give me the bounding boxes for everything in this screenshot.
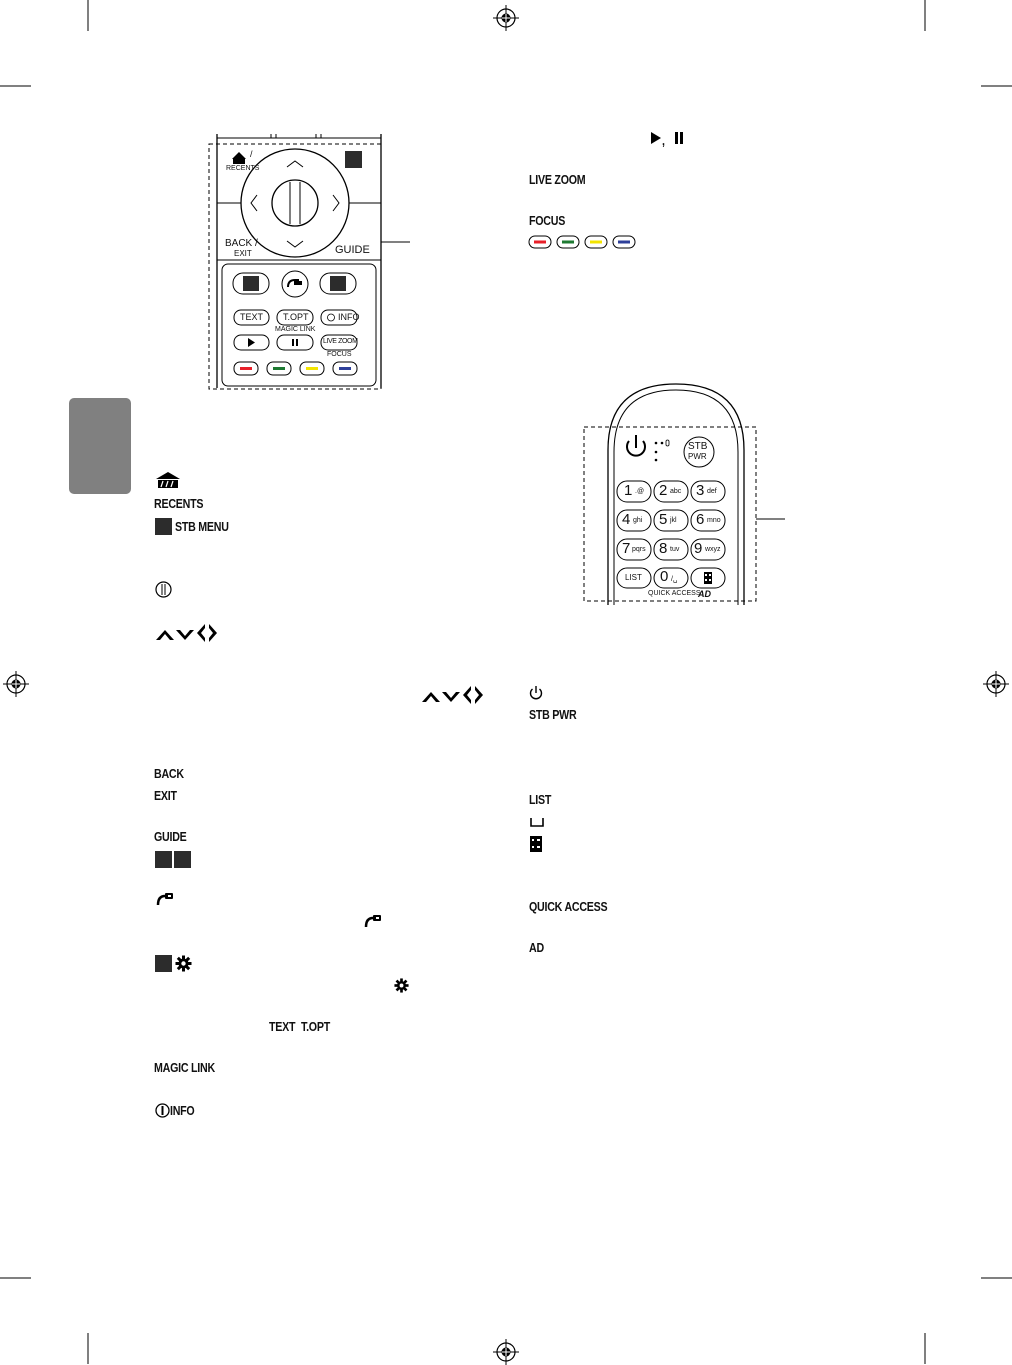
remote-recents-label: RECENTS — [226, 165, 260, 172]
remote-home-slash: / — [250, 149, 253, 159]
gear-icon-inline — [394, 978, 409, 993]
registration-mark-right — [983, 671, 1009, 697]
remote-exit-label: EXIT — [234, 249, 252, 258]
remote-ad-label: AD — [698, 589, 711, 599]
label-exit: EXIT — [154, 788, 177, 803]
input-icon — [156, 892, 174, 907]
key-6-sub: mno — [707, 517, 721, 524]
key-7: 7 — [622, 540, 631, 557]
remote-back-label: BACK / — [225, 238, 258, 249]
input-icon-inline — [364, 914, 382, 929]
label-quick-access: QUICK ACCESS — [529, 899, 608, 914]
label-topt: T.OPT — [301, 1019, 330, 1034]
key-2-sub: abc — [670, 488, 682, 495]
label-text: TEXT — [269, 1019, 296, 1034]
arrow-keys-icon — [155, 622, 221, 644]
gear-icon — [175, 955, 192, 972]
label-stb-menu: STB MENU — [175, 519, 229, 534]
key-9: 9 — [694, 540, 703, 557]
more-actions-icon — [530, 836, 542, 852]
language-side-tab — [69, 398, 131, 494]
key-5: 5 — [659, 511, 668, 528]
play-icon — [650, 131, 662, 145]
registration-mark-bottom — [493, 1339, 519, 1365]
remote-guide-label: GUIDE — [335, 244, 370, 256]
key-list: LIST — [625, 573, 642, 582]
label-back: BACK — [154, 766, 184, 781]
label-recents: RECENTS — [154, 496, 204, 511]
remote-stb-label: STB — [688, 441, 708, 452]
label-guide: GUIDE — [154, 829, 187, 844]
registration-mark-left — [3, 671, 29, 697]
key-4: 4 — [622, 511, 631, 528]
remote-live-zoom-button: LIVE ZOOM — [323, 338, 358, 345]
registration-mark-top — [493, 5, 519, 31]
label-list: LIST — [529, 792, 552, 807]
remote-pwr-label: PWR — [688, 452, 707, 461]
label-comma: , — [662, 133, 665, 148]
space-icon — [530, 817, 544, 827]
key-4-sub: ghi — [633, 517, 643, 524]
remote-magic-link-label: MAGIC LINK — [275, 326, 316, 333]
home-icon — [155, 471, 181, 489]
key-1-sub: .@ — [635, 488, 645, 495]
square-key-2-icon — [174, 851, 191, 868]
remote-bottom-illustration: STB PWR 1 .@ 2 abc 3 def 4 ghi 5 jkl 6 mno 7 pqrs 8 tuv 9 wxyz LIST 0 /␣ QUICK ACCESS AD — [580, 380, 790, 605]
info-icon — [155, 1103, 170, 1118]
remote-top-illustration — [205, 130, 415, 395]
stb-menu-square-icon — [155, 518, 172, 535]
key-5-sub: jkl — [670, 517, 677, 524]
label-live-zoom: LIVE ZOOM — [529, 172, 586, 187]
remote-info-button: INFO — [338, 312, 360, 322]
key-2: 2 — [659, 482, 668, 499]
key-6: 6 — [696, 511, 705, 528]
remote-focus-label: FOCUS — [327, 351, 352, 358]
remote-topt-button: T.OPT — [283, 312, 309, 322]
label-focus: FOCUS — [529, 213, 566, 228]
key-7-sub: pqrs — [632, 546, 646, 553]
label-stb-pwr: STB PWR — [529, 707, 577, 722]
label-ad: AD — [529, 940, 544, 955]
power-icon — [529, 685, 543, 700]
color-keys-row — [528, 235, 638, 250]
square-key-1-icon — [155, 851, 172, 868]
key-3-sub: def — [707, 488, 717, 495]
pause-icon — [673, 131, 685, 145]
label-info: INFO — [170, 1103, 195, 1118]
key-8: 8 — [659, 540, 668, 557]
key-0: 0 — [660, 568, 669, 585]
arrow-keys-icon-inline — [421, 684, 487, 706]
key-3: 3 — [696, 482, 705, 499]
wheel-icon — [155, 581, 172, 598]
label-magic-link: MAGIC LINK — [154, 1060, 215, 1075]
settings-square-icon — [155, 955, 172, 972]
remote-quick-access-label: QUICK ACCESS — [648, 590, 701, 597]
remote-text-button: TEXT — [240, 312, 264, 322]
key-8-sub: tuv — [670, 546, 680, 553]
key-9-sub: wxyz — [705, 546, 721, 553]
key-1: 1 — [624, 482, 633, 499]
